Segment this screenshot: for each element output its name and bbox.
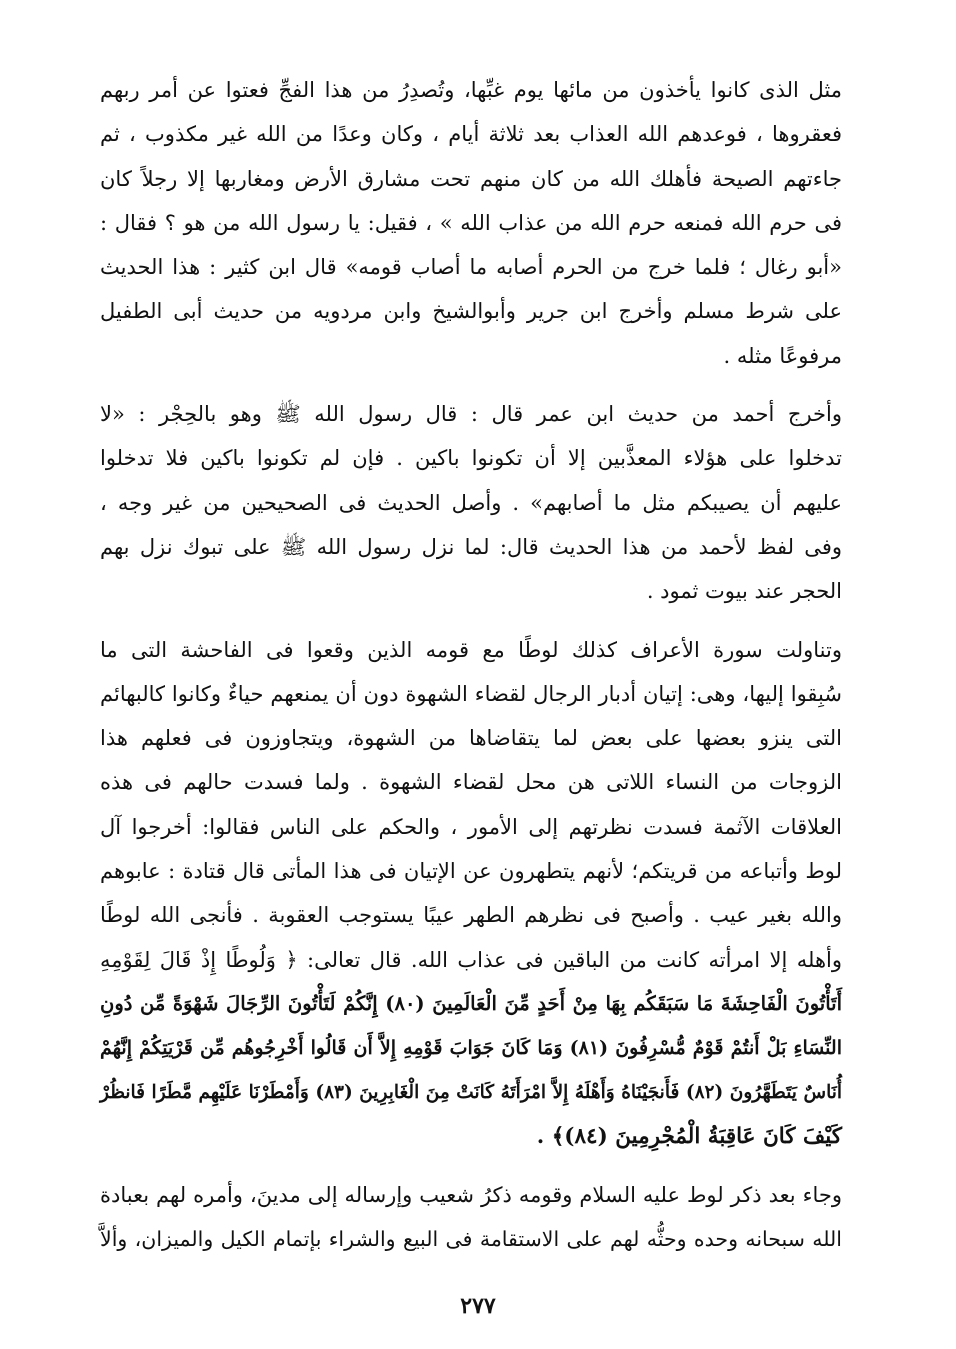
quran-line: النِّسَاءِ بَلْ أَنتُمْ قَوْمٌ مُّسْرِفُونَ (٨١) وَمَا كَانَ جَوَابَ قَوْمِهِ إِلاَّ أَن قَالُوا أَخْرِجُوهُم مِّن قَرْيَتِكُمْ إِنَّهُمْ bbox=[100, 1037, 842, 1060]
text-line: الحجر عند بيوت ثمود . bbox=[646, 579, 842, 604]
quran-line: أُنَاسٌ يَتَطَهَّرُونَ (٨٢) فَأَنجَيْنَاهُ وَأَهْلَهُ إِلاَّ امْرَأَتَهُ كَانَتْ مِنَ الْغَابِرِينَ (٨٣) وَأَمْطَرْنَا عَلَيْهِم مَّطَرًا فَانظُرْ bbox=[100, 1081, 842, 1103]
text-line: جاءتهم الصيحة فأهلك الله من كان منهم تحت مشارق الأرض ومغاربها إلا رجلاً كان bbox=[100, 166, 842, 191]
text-line: وفى لفظ لأحمد من هذا الحديث قال: لما نزل رسول الله ﷺ على تبوك نزل بهم bbox=[100, 534, 842, 559]
text-line: مرفوعًا مثله . bbox=[723, 343, 842, 368]
text-line: وأهله إلا امرأته كانت من الباقين فى عذاب الله. قال تعالى: ﴿ وَلُوطًا إِذْ قَالَ لِقَوْمِهِ bbox=[100, 947, 842, 972]
text-line: وجاء بعد ذكر لوط عليه السلام وقومه ذكرُ شعيب وإرساله إلى مدينَ، وأمره لهم بعبادة bbox=[100, 1183, 842, 1208]
text-line: وأخرج أحمد من حديث ابن عمر قال : قال رسول الله ﷺ وهو بالحِجْر : «لا bbox=[100, 402, 842, 427]
text-line: والله بغير عيب . وأصبح فى نظرهم الطهر عيبًا يستوجب العقوبة . فأنجى الله لوطًا bbox=[100, 903, 842, 928]
text-line: على شرط مسلم وأخرج ابن جرير وأبوالشيخ وابن مردويه من حديث أبى الطفيل bbox=[100, 299, 842, 324]
quran-line: كَيْفَ كَانَ عَاقِبَةُ الْمُجْرِمِينَ (٨٤)﴾ . bbox=[536, 1123, 842, 1149]
page-body bbox=[100, 68, 842, 1276]
text-line: العلاقات الآثمة فسدت نظرتهم إلى الأمور ، والحكم على الناس فقالوا: أخرجوا آل bbox=[100, 814, 842, 839]
text-line: التى ينزو بعضها على بعض لما يتقاضاها من الشهوة، ويتجاوزون فى فعلهم هذا bbox=[100, 726, 842, 751]
paragraph-2 bbox=[100, 392, 842, 613]
text-line: «أبو رغال ؛ فلما خرج من الحرم أصابه ما أصاب قومه» قال ابن كثير : هذا الحديث bbox=[100, 255, 842, 280]
text-line: لوط وأتباعه من قريتكم؛ لأنهم يتطهرون عن الإتيان فى هذا المأتى قال قتادة : عابوهم bbox=[100, 859, 842, 884]
paragraph-1 bbox=[100, 68, 842, 378]
text-line: عليهم أن يصيبكم مثل ما أصابهم» . وأصل الحديث فى الصحيحين من غير وجه ، bbox=[100, 490, 842, 515]
text-line: تدخلوا على هؤلاء المعذَّبين إلا أن تكونوا باكين . فإن لم تكونوا باكين فلا تدخلوا bbox=[100, 446, 842, 471]
text-line: سُبِقوا إليها، وهى: إتيان أدبار الرجال لقضاء الشهوة دون أن يمنعهم حياءٌ وكانوا كالبهائم bbox=[100, 681, 842, 706]
paragraph-4 bbox=[100, 1173, 842, 1262]
quran-quote bbox=[100, 982, 842, 1159]
page-number: ٢٧٧ bbox=[460, 1293, 496, 1319]
text-line: وتناولت سورة الأعراف كذلك لوطًا مع قومه الذين وقعوا فى الفاحشة التى ما bbox=[100, 637, 842, 662]
text-line: الله سبحانه وحده وحثُّه لهم على الاستقامة فى البيع والشراء بإتمام الكيل والميزان، وألاَّ bbox=[100, 1227, 842, 1252]
text-line: مثل الذى كانوا يأخذون من مائها يوم غبِّها، وتُصدِرُ من هذا الفجِّ فعتوا عن أمر ربهم bbox=[100, 78, 842, 102]
text-line: فى حرم الله فمنعه حرم الله من عذاب الله » ، فقيل: يا رسول الله من هو ؟ فقال : bbox=[100, 210, 842, 235]
text-line: فعقروها ، فوعدهم الله العذاب بعد ثلاثة أيام ، وكان وعدًا من الله غير مكذوب ، ثم bbox=[100, 122, 842, 147]
quran-line: أَتَأْتُونَ الْفَاحِشَةَ مَا سَبَقَكُم بِهَا مِنْ أَحَدٍ مِّنَ الْعَالَمِينَ (٨٠) إِنَّكُمْ لَتَأْتُونَ الرِّجَالَ شَهْوَةً مِّن دُونِ bbox=[100, 991, 842, 1015]
paragraph-3 bbox=[100, 628, 842, 1160]
text-line: الزوجات من النساء اللاتى هن محل لقضاء الشهوة . ولما فسدت حالهم فى هذه bbox=[100, 770, 842, 795]
